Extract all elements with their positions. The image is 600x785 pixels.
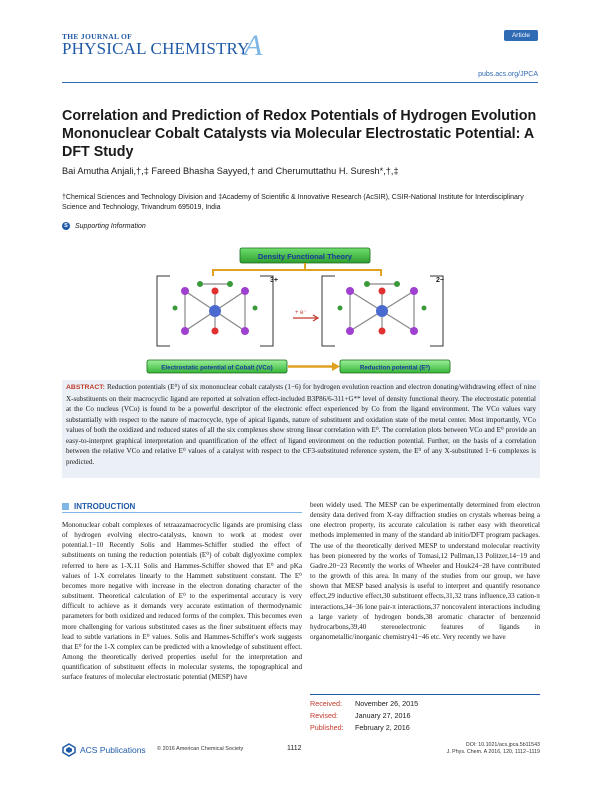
- toc-arrow-right: [305, 270, 381, 276]
- toc-charge-reduced: 2−: [436, 277, 444, 284]
- introduction-heading-label: INTRODUCTION: [74, 502, 136, 511]
- supporting-info-label: Supporting Information: [75, 222, 146, 230]
- published-row: [310, 722, 540, 734]
- toc-arrow-left: [213, 263, 305, 276]
- body-column-right: been widely used. The MESP can be experimentally determined from electron density data derived from X-ray diffraction studies on crystals whereas being a one electron property, its accurate calculation is rather easy with theoretical methods implemented in many of the standard ab initio/DFT program packages. The use of the theoretically derived MESP to understand molecular reactivity has been pioneered by the works of Tomasi,12 Pullman,13 Politzer,14−19 and Gadre.20−23 Recently the works of Wheeler and Houk24−28 have contributed to the growth of this area. In many of the studies from our group, we have shown that MESP based analysis is useful to interpret and quantify resonance effect,29 inductive effect,30 substituent effects,31,32 trans influence,33 cation-π interactions,34−36 lone pair-π interactions,37 noncovalent interactions including a large variety of hydrogen bonds,38 aromatic character of benzenoid hydrocarbons,39,40 stereoelectronic features of ligands in organometallic/inorganic chemistry41−46 etc. Very recently we have: [310, 501, 540, 642]
- journal-name-main: PHYSICAL CHEMISTRY: [62, 39, 250, 58]
- introduction-divider: [62, 512, 302, 513]
- abstract-heading: ABSTRACT:: [66, 384, 105, 391]
- page-number: 1112: [287, 745, 302, 752]
- received-row: [310, 698, 540, 710]
- revised-date: January 27, 2016: [355, 711, 411, 720]
- toc-molecule-oxidized: [157, 276, 273, 346]
- toc-graphic: [145, 246, 455, 376]
- journal-masthead: [62, 30, 538, 80]
- toc-top-label: Density Functional Theory: [257, 252, 353, 261]
- section-bullet-icon: [62, 503, 69, 510]
- introduction-heading: [62, 502, 302, 511]
- received-date: November 26, 2015: [355, 699, 419, 708]
- supporting-information-link[interactable]: [62, 222, 146, 230]
- toc-bottom-right-label: Reduction potential (E⁰): [359, 364, 431, 372]
- page-footer: [62, 736, 540, 766]
- acs-logo-icon: [62, 743, 76, 757]
- doi-link[interactable]: DOI: 10.1021/acs.jpca.5b11543: [465, 742, 540, 748]
- article-title: Correlation and Prediction of Redox Potentials of Hydrogen Evolution Mononuclear Cobalt Catalysts via Molecular Electrostatic Potential: A DFT Study: [62, 108, 537, 160]
- published-label: Published:: [310, 723, 344, 732]
- toc-bottom-arrowhead: [332, 362, 340, 371]
- abstract-text: Reduction potentials (E⁰) of six mononuclear cobalt catalysts (1−6) for hydrogen evolution reaction and electron donating/withdrawing effect of nine X-substituents on their macrocyclic ligand are reported at solvation effect-included B3P86/6-311+G** level of density functional theory. The electrostatic potential at the Co nucleus (VCo) is found to be a powerful descriptor of the electronic effect experienced by Co from the ligand environment. The VCo values vary substantially with respect to the nature of macrocycle, type of apical ligands, nature of substituent and oxidation state of the metal center. Most importantly, VCo values of both the oxidized and reduced states of all the six complexes show strong linear correlation with E⁰. The correlation plots between VCo and E⁰ provide an easy-to-interpret graphical interpretation and quantification of the effect of ligand environment on the reduction potential. Further, on the basis of a correlation between the relative VCo and relative E⁰ values of a catalyst with respect to the CF3-substituted reference system, the E⁰ of any X-substituted 1−6 complexes is predicted.: [66, 383, 536, 466]
- header-divider: [62, 82, 538, 83]
- journal-url-link[interactable]: pubs.acs.org/JPCA: [478, 71, 538, 78]
- doi-citation: [447, 742, 540, 756]
- citation-text: J. Phys. Chem. A 2016, 120, 1112−1119: [446, 749, 540, 755]
- publisher-name: ACS Publications: [80, 745, 146, 755]
- revised-label: Revised:: [310, 711, 338, 720]
- publication-dates: [310, 694, 540, 734]
- supporting-info-icon: S: [62, 222, 70, 230]
- body-column-left: Mononuclear cobalt complexes of tetraazamacrocyclic ligands are promising class of hydrogen evolving electro-catalysts, known to work at modest over potential.1−10 Recently Solis and Hammes-Schiffer studied the effect of substituents on tuning the reduction potentials (E⁰) of cobalt diglyoxime complex referred to here as 1-X.11 Solis and Hammes-Schiffer showed that E⁰ and pKa values of 1-X correlates linearly to the Hammett substituent constant. The E⁰ becomes more negative with increase in the electron donating character of the substituent. Theoretical calculation of E⁰ to the experimental accuracy is very difficult to achieve as it demands very accurate estimation of thermodynamic parameters for both oxidized and reduced forms of the complex. This becomes even more challenging for various substituted cases as the finer substituent effects may lead to subtle variations in E⁰ values. Solis and Hammes-Schiffer's work suggests that E⁰ for the 1-X complex can be predicted with a knowledge of substituent effect. Among the theoretically derived properties useful for the interpretation and quantification of substituent effects in molecular systems, the topographical and surface features of molecular electrostatic potential (MESP) have: [62, 521, 302, 682]
- revised-row: [310, 710, 540, 722]
- journal-section-letter: A: [244, 29, 263, 62]
- copyright-notice: © 2016 American Chemical Society: [157, 746, 244, 752]
- abstract-box: [62, 380, 540, 478]
- toc-molecule-reduced: [322, 276, 443, 346]
- author-affiliation: †Chemical Sciences and Technology Division and ‡Academy of Scientific & Innovative Research (AcSIR), CSIR-National Institute for Interdisciplinary Science and Technology, Trivandrum 695019, India: [62, 194, 524, 211]
- received-label: Received:: [310, 699, 342, 708]
- toc-charge-oxidized: 3+: [270, 277, 278, 284]
- published-date: February 2, 2016: [355, 723, 410, 732]
- toc-bottom-left-label: Electrostatic potential of Cobalt (VCo): [161, 364, 273, 372]
- author-list: Bai Amutha Anjali,†,‡ Fareed Bhasha Sayyed,† and Cherumuttathu H. Suresh*,†,‡: [62, 166, 399, 176]
- journal-name-top: THE JOURNAL OF: [62, 32, 133, 41]
- acs-publications-logo: [62, 743, 146, 757]
- article-type-badge: Article: [504, 30, 538, 41]
- toc-reaction-label: + e⁻: [295, 310, 307, 316]
